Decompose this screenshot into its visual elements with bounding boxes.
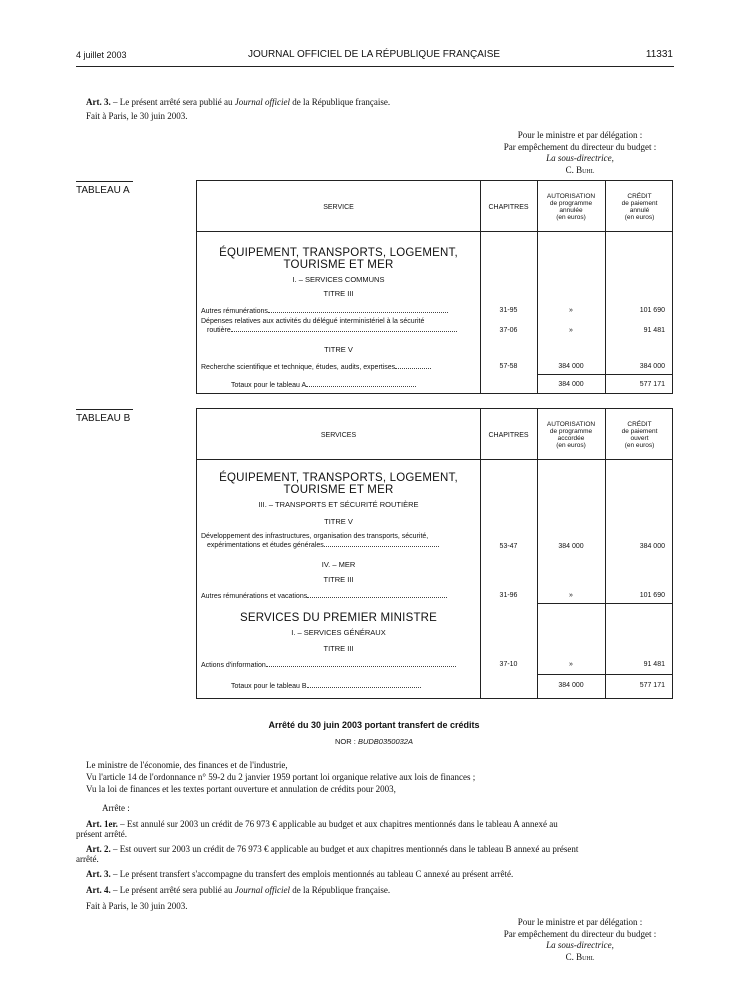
ta-row-credit: 91 481 (643, 327, 665, 334)
arrete-art2: Art. 2. – Est ouvert sur 2003 un crédit de 76 973 € applicable au budget et aux chapitres mentionnés dans le tableau B annexé au présent (86, 844, 579, 854)
tableau-b (196, 408, 673, 699)
ta-row-autorisation: » (569, 327, 573, 334)
ta-row-label: Dépenses relatives aux activités du délégué interministériel à la sécurité (201, 318, 425, 325)
ta-row-credit: 384 000 (639, 363, 665, 370)
tb-row-label: Autres rémunérations et vacations (201, 592, 467, 601)
ta-row-chapitre: 57-58 (499, 363, 518, 370)
tb-totals-label: Totaux pour le tableau B (231, 682, 497, 691)
ta-row-autorisation: 384 000 (558, 363, 584, 370)
ta-header-credit: CRÉDIT de paiement annulé (en euros) (621, 193, 658, 221)
sig1-line4: C. Buhl (565, 164, 595, 175)
ta-row-label: routière (207, 326, 473, 335)
tb-row-chapitre: 31-96 (499, 592, 518, 599)
tb-row-credit: 101 690 (639, 592, 665, 599)
ta-ministry: ÉQUIPEMENT, TRANSPORTS, LOGEMENT, TOURISME ET MER (219, 247, 458, 271)
tb-row-label: expérimentations et études générales (207, 541, 473, 550)
tb-row-autorisation: » (569, 592, 573, 599)
tb-section-mer: IV. – MER (321, 560, 356, 569)
tb-row-credit: 91 481 (643, 661, 665, 668)
arrete-title: Arrêté du 30 juin 2003 portant transfert de crédits (268, 720, 480, 730)
sig2-line4: C. Buhl (565, 951, 595, 962)
top-art3: Art. 3. – Le présent arrêté sera publié au Journal officiel de la République française. (86, 97, 391, 107)
arrete-art1-cont: présent arrêté. (76, 829, 127, 839)
tb-header-autorisation: AUTORISATION de programme accordée (en euros) (546, 421, 596, 449)
ta-row-label: Recherche scientifique et technique, études, audits, expertises (201, 363, 467, 372)
tb-header-service: SERVICES (320, 432, 357, 439)
tableau-a-label: TABLEAU A (76, 185, 130, 196)
tb-row-chapitre: 53-47 (499, 543, 518, 550)
sig2-line1: Pour le ministre et par délégation : (517, 917, 643, 927)
arrete-p2: Vu l'article 14 de l'ordonnance n° 59-2 du 2 janvier 1959 portant loi organique relative aux lois de finances ; (86, 772, 476, 782)
ta-row-autorisation: » (569, 307, 573, 314)
signature-block-2 (470, 917, 690, 963)
tb-titre-v: TITRE V (324, 517, 353, 526)
page-number: 11331 (645, 49, 673, 60)
sig1-line2: Par empêchement du directeur du budget : (503, 141, 657, 152)
arrete-art4: Art. 4. – Le présent arrêté sera publié au Journal officiel de la République française. (86, 885, 391, 895)
ta-totals-credit: 577 171 (639, 381, 665, 388)
top-fait: Fait à Paris, le 30 juin 2003. (86, 111, 188, 121)
tb-row-label: Actions d'information (201, 661, 467, 670)
tb-section-transports: III. – TRANSPORTS ET SÉCURITÉ ROUTIÈRE (258, 500, 419, 509)
tb-header-credit: CRÉDIT de paiement ouvert (en euros) (621, 421, 658, 449)
tb-ministry-premier-ministre: SERVICES DU PREMIER MINISTRE (239, 612, 438, 624)
tb-header-chapitres: CHAPITRES (488, 432, 529, 439)
ta-header-service: SERVICE (323, 204, 354, 211)
tb-section-generaux: I. – SERVICES GÉNÉRAUX (291, 628, 386, 637)
arrete-arrete: Arrête : (102, 803, 130, 813)
ta-titre-iii: TITRE III (323, 289, 354, 298)
arrete-p3: Vu la loi de finances et les textes portant ouverture et annulation de crédits pour 2003, (86, 784, 396, 794)
tb-row-chapitre: 37-10 (499, 661, 518, 668)
arrete-p1: Le ministre de l'économie, des finances et de l'industrie, (86, 760, 288, 770)
tb-row-credit: 384 000 (639, 543, 665, 550)
tableau-b-rule (76, 409, 133, 410)
tb-row-label: Développement des infrastructures, organisation des transports, sécurité, (201, 533, 429, 540)
tableau-b-label: TABLEAU B (76, 413, 131, 424)
sig2-line3: La sous-directrice, (546, 940, 614, 950)
tableau-a (196, 180, 673, 394)
tb-row-autorisation: » (569, 661, 573, 668)
header-rule (76, 66, 674, 67)
arrete-nor: NOR : BUDB0350032A (335, 737, 413, 746)
sig1-line3: La sous-directrice, (546, 153, 614, 163)
tb-titre-iii: TITRE III (323, 575, 354, 584)
arrete-fait: Fait à Paris, le 30 juin 2003. (86, 901, 188, 911)
ta-totals-autorisation: 384 000 (558, 381, 584, 388)
signature-block-1 (470, 130, 690, 176)
tb-totals-autorisation: 384 000 (558, 682, 584, 689)
sig2-line2: Par empêchement du directeur du budget : (503, 928, 657, 939)
header-date: 4 juillet 2003 (76, 50, 127, 60)
tb-totals-credit: 577 171 (639, 682, 665, 689)
ta-row-credit: 101 690 (639, 307, 665, 314)
journal-title: JOURNAL OFFICIEL DE LA RÉPUBLIQUE FRANÇAISE (247, 49, 501, 60)
ta-row-chapitre: 37-06 (499, 327, 518, 334)
ta-header-chapitres: CHAPITRES (488, 204, 529, 211)
ta-totals-label: Totaux pour le tableau A (231, 381, 497, 390)
ta-header-autorisation: AUTORISATION de programme annulée (en euros) (546, 193, 596, 221)
tableau-a-rule (76, 181, 133, 182)
arrete-art2-cont: arrêté. (76, 854, 99, 864)
tb-ministry: ÉQUIPEMENT, TRANSPORTS, LOGEMENT, TOURISME ET MER (219, 472, 458, 496)
ta-row-label: Autres rémunérations (201, 307, 467, 316)
ta-titre-v: TITRE V (324, 345, 353, 354)
sig1-line1: Pour le ministre et par délégation : (517, 130, 643, 140)
ta-section: I. – SERVICES COMMUNS (292, 275, 385, 284)
arrete-art3: Art. 3. – Le présent transfert s'accompagne du transfert des emplois mentionnés au tableau C annexé au présent arrêté. (86, 869, 514, 879)
tb-row-autorisation: 384 000 (558, 543, 584, 550)
arrete-art1: Art. 1er. – Est annulé sur 2003 un crédit de 76 973 € applicable au budget et aux chapitres mentionnés dans le tableau A annexé au (86, 819, 558, 829)
tb-titre-iii: TITRE III (323, 644, 354, 653)
ta-row-chapitre: 31-95 (499, 307, 518, 314)
